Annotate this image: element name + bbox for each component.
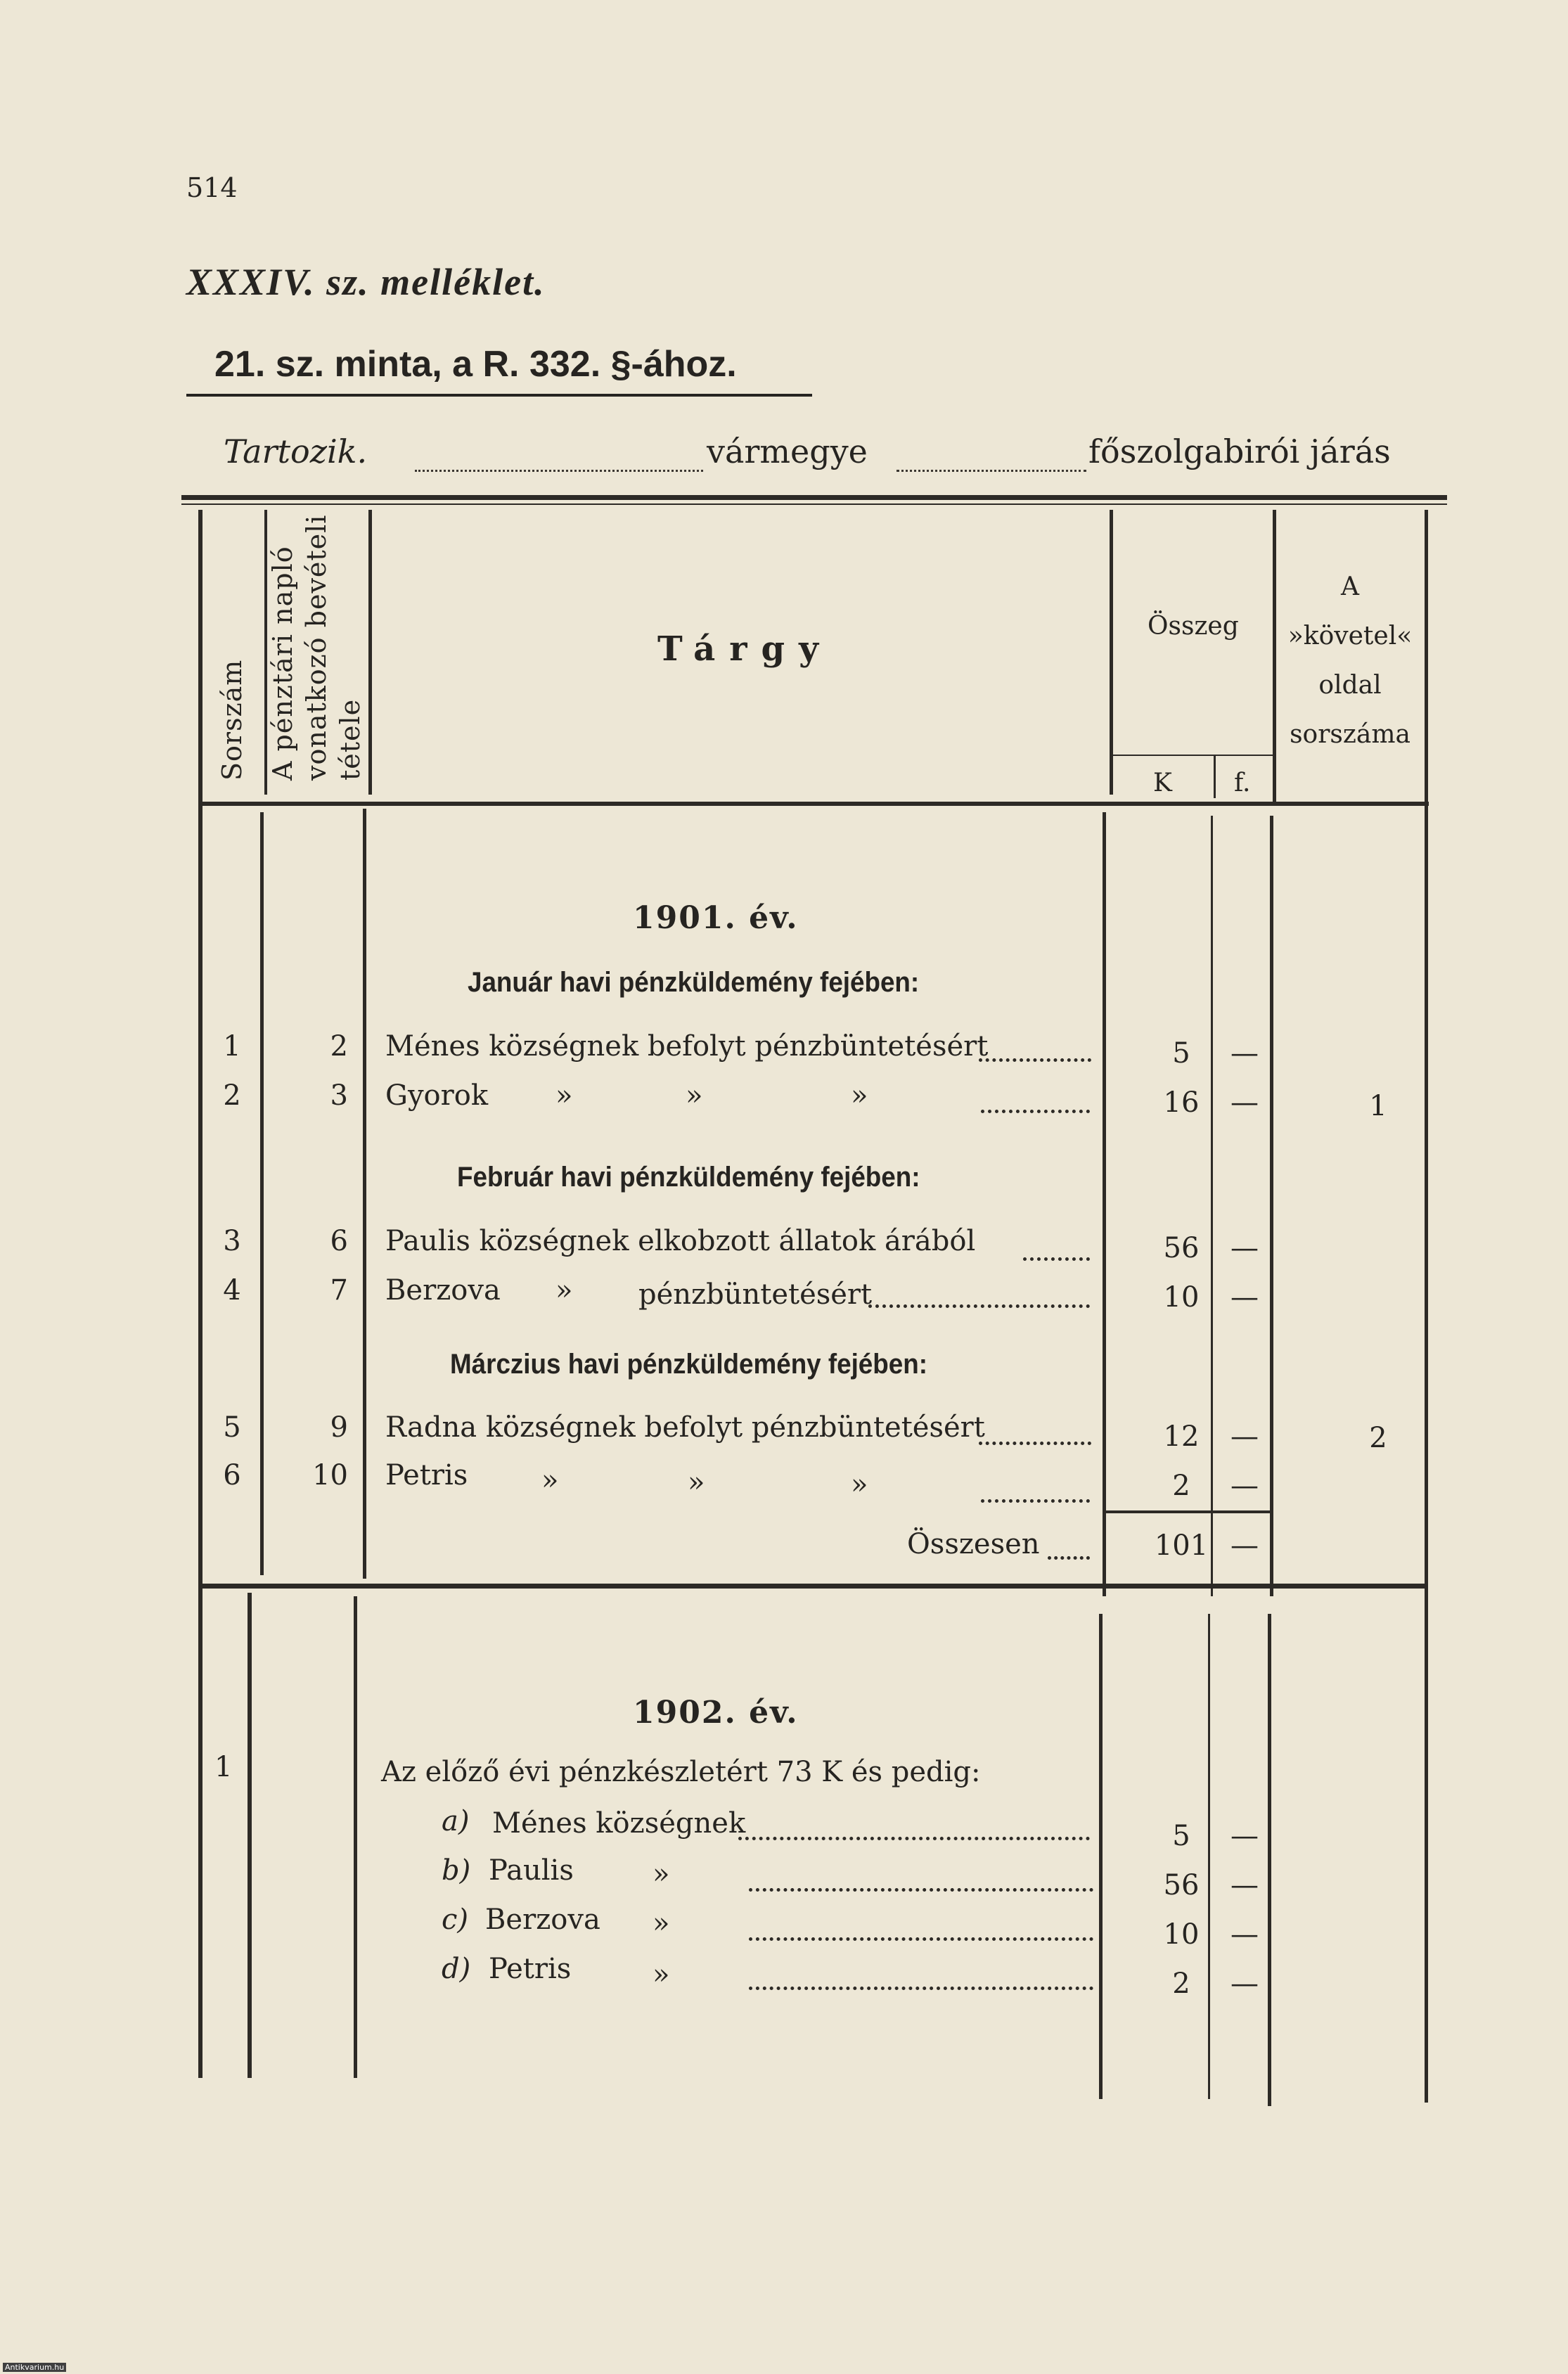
total-label: Összesen bbox=[907, 1528, 1040, 1560]
row6-dots bbox=[981, 1499, 1090, 1503]
col-divider-4-1902 bbox=[1268, 1614, 1271, 2106]
row1-dots bbox=[979, 1058, 1091, 1062]
row6-f: — bbox=[1230, 1470, 1259, 1502]
header-kovetel-4: sorszáma bbox=[1290, 720, 1410, 749]
row2-k: 16 bbox=[1163, 1086, 1200, 1119]
item-a-name: Ménes községnek bbox=[492, 1807, 746, 1840]
row2-dots bbox=[981, 1110, 1090, 1113]
table-border-left bbox=[198, 510, 203, 2078]
row1-sorszam: 1 bbox=[223, 1030, 241, 1063]
subtitle-underline bbox=[186, 394, 812, 397]
row6-sorszam: 6 bbox=[223, 1459, 241, 1491]
row1902-sorszam: 1 bbox=[214, 1751, 233, 1783]
district-label: főszolgabirói járás bbox=[1088, 432, 1391, 470]
row2-ditto-3: » bbox=[851, 1079, 868, 1112]
county-blank bbox=[415, 470, 703, 472]
col-divider-3-header bbox=[1110, 510, 1113, 795]
row2-sorszam: 2 bbox=[223, 1079, 241, 1112]
form-subtitle: 21. sz. minta, a R. 332. §-ához. bbox=[214, 344, 737, 385]
row5-naplo: 9 bbox=[330, 1411, 348, 1444]
year-1902: 1902. év. bbox=[633, 1695, 799, 1731]
row1-f: — bbox=[1230, 1037, 1259, 1070]
header-osszeg: Összeg bbox=[1148, 612, 1239, 641]
item-d-ditto: » bbox=[653, 1958, 670, 1991]
header-kovetel-2: »követel« bbox=[1287, 622, 1413, 650]
header-f: f. bbox=[1234, 769, 1251, 797]
item-b-f: — bbox=[1230, 1869, 1259, 1901]
row6-ditto-1: » bbox=[541, 1464, 559, 1496]
item-a-f: — bbox=[1230, 1820, 1259, 1852]
header-bottom-rule bbox=[198, 802, 1429, 806]
row4-dots bbox=[868, 1304, 1090, 1308]
item-c-letter: c) bbox=[442, 1904, 469, 1936]
year-separator-rule bbox=[198, 1584, 1425, 1589]
row1-naplo: 2 bbox=[330, 1030, 348, 1063]
col-divider-4-header bbox=[1273, 510, 1276, 805]
header-kovetel-1: A bbox=[1341, 572, 1359, 601]
item-d-k: 2 bbox=[1172, 1968, 1190, 2000]
row6-ditto-2: » bbox=[688, 1466, 705, 1499]
col-divider-1-1902 bbox=[248, 1593, 252, 2078]
header-naplo-1: A pénztári napló bbox=[267, 546, 298, 781]
header-naplo-3: tétele bbox=[335, 698, 366, 781]
district-blank bbox=[897, 470, 1086, 472]
item-b-letter: b) bbox=[442, 1854, 471, 1887]
header-kovetel-3: oldal bbox=[1318, 671, 1382, 700]
row6-naplo: 10 bbox=[312, 1459, 348, 1491]
col-divider-2-1902 bbox=[354, 1596, 357, 2078]
row2-f: — bbox=[1230, 1086, 1259, 1119]
row4-ditto-1: » bbox=[555, 1274, 573, 1307]
col-divider-1-1901 bbox=[260, 812, 264, 1575]
row2-kovetel: 1 bbox=[1369, 1090, 1387, 1122]
total-label-dots bbox=[1048, 1556, 1090, 1560]
table-border-right bbox=[1425, 510, 1428, 2103]
row4-k: 10 bbox=[1163, 1281, 1200, 1314]
year-1901: 1901. év. bbox=[633, 900, 799, 936]
row6-desc: Petris bbox=[385, 1459, 468, 1491]
item-d-letter: d) bbox=[442, 1953, 471, 1985]
item-c-dots bbox=[749, 1937, 1093, 1941]
row2-ditto-2: » bbox=[686, 1079, 703, 1112]
total-rule bbox=[1106, 1510, 1272, 1513]
row5-kovetel: 2 bbox=[1369, 1422, 1387, 1454]
row3-sorszam: 3 bbox=[223, 1225, 241, 1257]
page-title: XXXIV. sz. melléklet. bbox=[186, 261, 546, 303]
total-k: 101 bbox=[1154, 1529, 1209, 1562]
col-divider-2-1901 bbox=[363, 809, 366, 1579]
heading-february: Február havi pénzküldemény fejében: bbox=[457, 1162, 920, 1193]
row5-desc: Radna községnek befolyt pénzbüntetésért bbox=[385, 1411, 985, 1444]
row2-desc: Gyorok bbox=[385, 1079, 489, 1112]
row5-dots bbox=[979, 1442, 1091, 1445]
item-d-dots bbox=[749, 1987, 1093, 1990]
row2-naplo: 3 bbox=[330, 1079, 348, 1112]
item-c-ditto: » bbox=[653, 1907, 670, 1939]
col-divider-4-1901 bbox=[1270, 816, 1273, 1596]
heading-march: Márczius havi pénzküldemény fejében: bbox=[450, 1349, 927, 1380]
row5-k: 12 bbox=[1163, 1420, 1200, 1453]
item-d-name: Petris bbox=[489, 1953, 572, 1985]
header-targy: Tárgy bbox=[657, 629, 833, 669]
col-divider-2-header bbox=[368, 510, 372, 795]
item-b-k: 56 bbox=[1163, 1869, 1200, 1901]
row4-naplo: 7 bbox=[330, 1274, 348, 1307]
item-b-dots bbox=[749, 1888, 1093, 1892]
col-divider-kf-1902 bbox=[1208, 1614, 1210, 2099]
row1-desc: Ménes községnek befolyt pénzbüntetésért bbox=[385, 1030, 989, 1063]
header-naplo-2: vonatkozó bevételi bbox=[301, 514, 332, 781]
page-number: 514 bbox=[186, 172, 238, 203]
row4-f: — bbox=[1230, 1281, 1259, 1314]
item-d-f: — bbox=[1230, 1968, 1259, 2000]
table-top-rule bbox=[181, 495, 1447, 500]
row5-sorszam: 5 bbox=[223, 1411, 241, 1444]
row4-sorszam: 4 bbox=[223, 1274, 241, 1307]
row4-desc: Berzova bbox=[385, 1274, 501, 1307]
item-a-letter: a) bbox=[442, 1805, 470, 1837]
row3-naplo: 6 bbox=[330, 1225, 348, 1257]
header-kovetel bbox=[1287, 563, 1413, 759]
row1902-intro: Az előző évi pénzkészletért 73 K és pedig: bbox=[381, 1756, 981, 1788]
header-sorszam: Sorszám bbox=[217, 659, 248, 781]
total-f: — bbox=[1230, 1529, 1259, 1562]
col-divider-kf-header bbox=[1214, 756, 1216, 798]
row5-f: — bbox=[1230, 1420, 1259, 1453]
item-c-f: — bbox=[1230, 1918, 1259, 1951]
row3-k: 56 bbox=[1163, 1232, 1200, 1264]
col-divider-3-1902 bbox=[1099, 1614, 1103, 2099]
heading-january: Január havi pénzküldemény fejében: bbox=[468, 967, 920, 998]
row3-dots bbox=[1023, 1257, 1090, 1261]
item-b-name: Paulis bbox=[489, 1854, 574, 1887]
row1-k: 5 bbox=[1172, 1037, 1190, 1070]
county-label: vármegye bbox=[707, 432, 868, 470]
col-divider-3-1901 bbox=[1103, 812, 1106, 1596]
row6-k: 2 bbox=[1172, 1470, 1190, 1502]
row3-f: — bbox=[1230, 1232, 1259, 1264]
table-top-rule-thin bbox=[181, 503, 1447, 505]
row3-desc: Paulis községnek elkobzott állatok árából bbox=[385, 1225, 976, 1257]
item-a-k: 5 bbox=[1172, 1820, 1190, 1852]
osszeg-sub-rule bbox=[1113, 755, 1275, 756]
item-c-name: Berzova bbox=[485, 1904, 600, 1936]
header-k: K bbox=[1153, 769, 1172, 797]
row6-ditto-3: » bbox=[851, 1468, 868, 1501]
item-c-k: 10 bbox=[1163, 1918, 1200, 1951]
watermark: Antikvarium.hu bbox=[3, 2363, 66, 2372]
header-prefix: Tartozik. bbox=[224, 432, 368, 470]
item-a-dots bbox=[738, 1837, 1090, 1840]
row2-ditto-1: » bbox=[555, 1079, 573, 1112]
row4-desc2: pénzbüntetésért bbox=[638, 1278, 873, 1311]
item-b-ditto: » bbox=[653, 1858, 670, 1890]
